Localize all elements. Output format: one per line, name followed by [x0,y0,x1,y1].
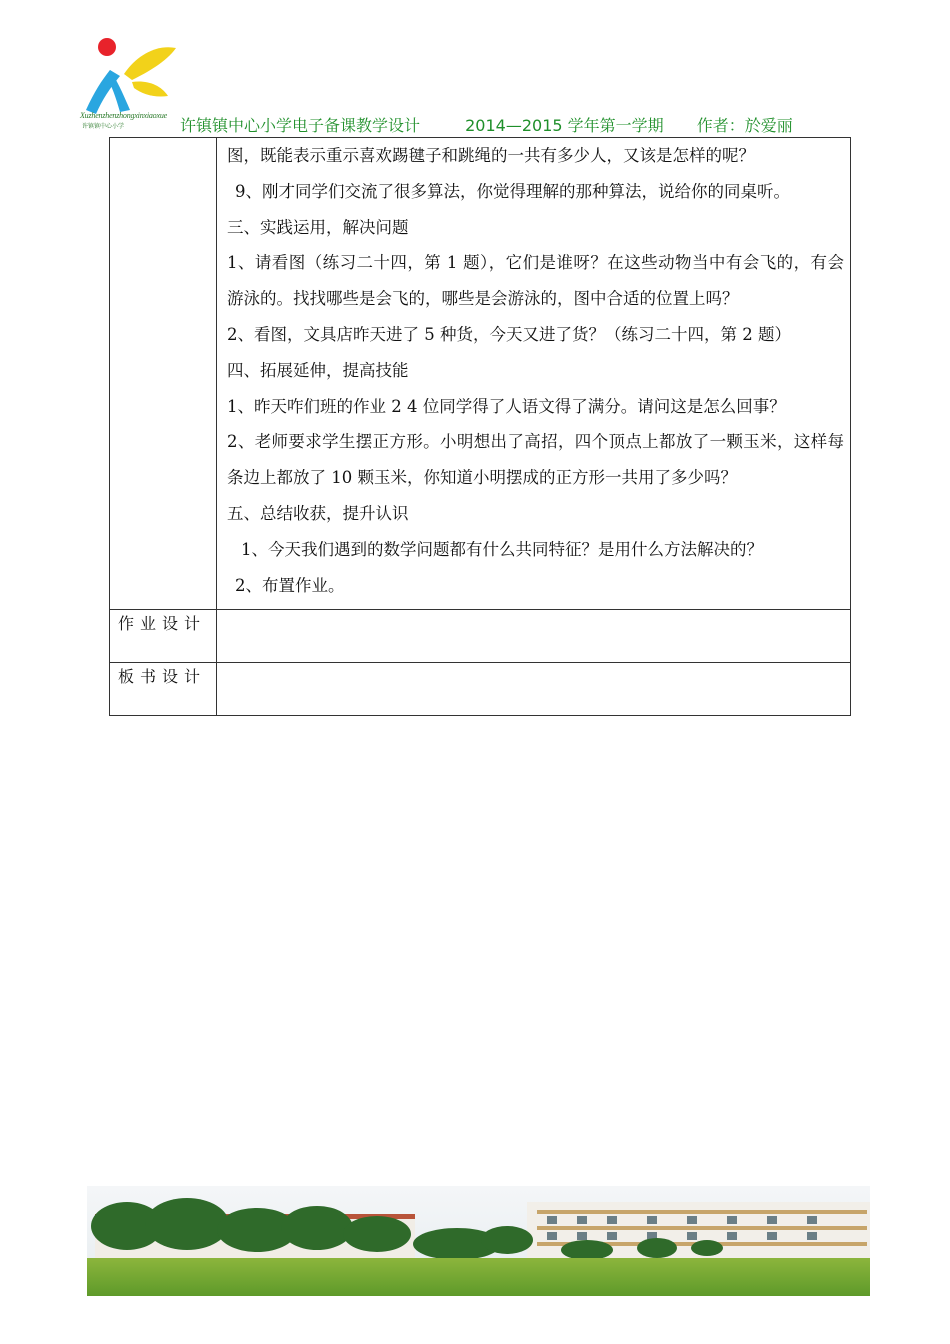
content-line: 9、刚才同学们交流了很多算法，你觉得理解的那种算法，说给你的同桌听。 [235,181,790,201]
board-content [217,663,851,716]
board-label: 板书设计 [110,663,217,716]
content-line: 图，既能表示重示喜欢踢毽子和跳绳的一共有多少人，又该是怎样的呢？ [227,146,755,165]
school-campus-photo [87,1186,870,1296]
lesson-content [217,138,851,610]
homework-row [110,610,851,663]
content-line: 2、老师要求学生摆正方形。小明想出了高招，四个顶点上都放了一颗玉米，这样每条边上都放了 10 颗玉米，你知道小明摆成的正方形一共用了多少吗？ [227,432,844,488]
homework-label: 作业设计 [110,610,217,663]
lesson-plan-table [109,137,851,716]
school-title: 许镇镇中心小学电子备课教学设计 [180,116,421,135]
content-row-label [110,138,217,610]
section-heading: 五、总结收获，提升认识 [227,503,409,523]
content-row [110,138,851,610]
homework-content [217,610,851,663]
content-line: 1、请看图（练习二十四，第 1 题），它们是谁呀？在这些动物当中有会飞的，有会游泳的。找找哪些是会飞的，哪些是会游泳的，图中合适的位置上吗？ [227,253,844,309]
logo-red-dot [98,38,116,56]
board-row [110,663,851,716]
logo-yellow-wing-2 [132,82,168,97]
logo-subcaption: 许镇镇中心小学 [82,123,125,130]
content-line: 1、昨天咋们班的作业 2 4 位同学得了人语文得了满分。请问这是怎么回事？ [227,396,786,416]
field-grass [87,1258,870,1296]
logo-yellow-wing [124,47,176,80]
section-heading: 三、实践运用，解决问题 [227,217,409,237]
section-heading: 四、拓展延伸，提高技能 [227,360,409,380]
term-label: 2014—2015 学年第一学期 [465,116,664,135]
content-line: 2、看图，文具店昨天进了 5 种货，今天又进了货？（练习二十四，第 2 题） [227,324,791,344]
author-label: 作者：於爱丽 [696,116,793,135]
logo-caption: Xuzhenzhenzhongxinxiaoxue [80,111,167,120]
page-header [180,113,793,136]
content-line: 2、布置作业。 [235,575,345,595]
content-line: 1、今天我们遇到的数学问题都有什么共同特征？是用什么方法解决的？ [241,539,763,559]
